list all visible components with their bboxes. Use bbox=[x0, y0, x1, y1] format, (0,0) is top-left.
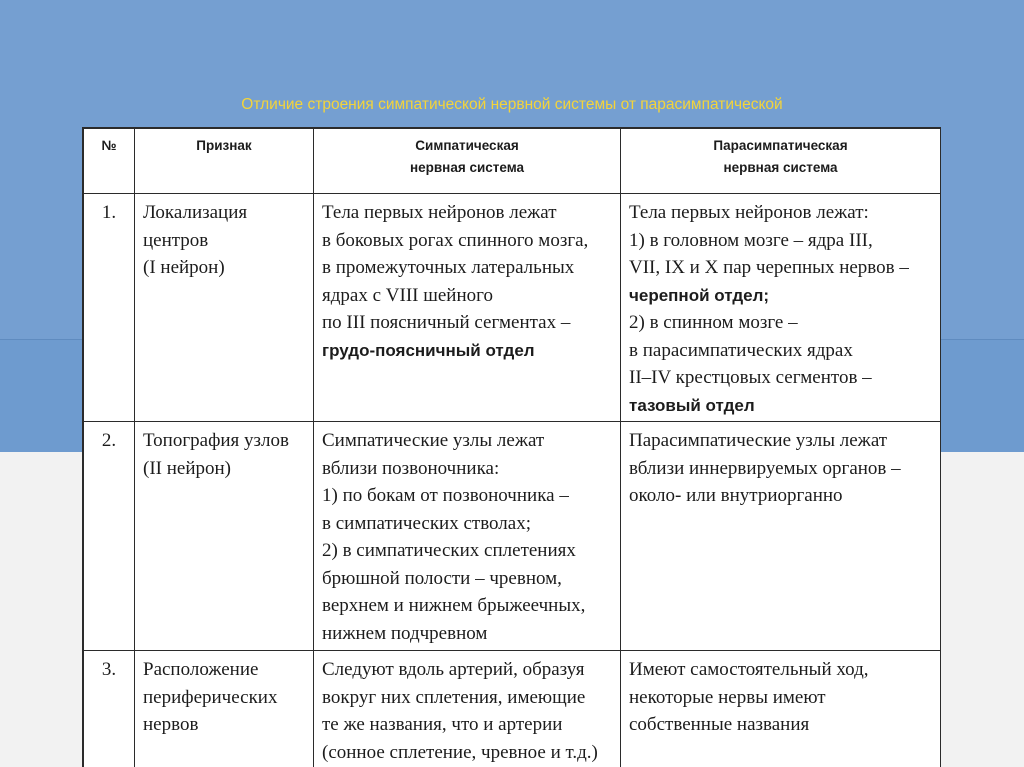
row-feature: Расположение периферических нервов bbox=[135, 651, 314, 767]
row-sympathetic: Следуют вдоль артерий, образуя вокруг них сплетения, имеющие те же названия, что и артерии (сонное сплетение, чревное и т.д.) bbox=[314, 651, 621, 767]
header-feature: Признак bbox=[135, 129, 314, 194]
row-number: 2. bbox=[84, 422, 135, 651]
comparison-table bbox=[83, 128, 940, 767]
header-parasympathetic: Парасимпатическая нервная система bbox=[621, 129, 941, 194]
table-row bbox=[84, 422, 941, 651]
row-feature: Топография узлов (II нейрон) bbox=[135, 422, 314, 651]
table-row bbox=[84, 651, 941, 767]
row-sympathetic: Симпатические узлы лежат вблизи позвоночника: 1) по бокам от позвоночника – в симпатических стволах; 2) в симпатических сплетениях брюшной полости – чревном, верхнем и нижнем брыжеечных, нижнем подчревном bbox=[314, 422, 621, 651]
table-header-row bbox=[84, 129, 941, 194]
row-sympathetic: Тела первых нейронов лежат в боковых рогах спинного мозга, в промежуточных латеральных ядрах с VIII шейного по III поясничный сегментах – грудо-поясничный отдел bbox=[314, 194, 621, 422]
header-sympathetic: Симпатическая нервная система bbox=[314, 129, 621, 194]
row-parasympathetic: Тела первых нейронов лежат: 1) в головном мозге – ядра III, VII, IX и X пар черепных нервов – черепной отдел; 2) в спинном мозге – в парасимпатических ядрах II–IV крестцовых сегментов – тазовый отдел bbox=[621, 194, 941, 422]
row-parasympathetic: Имеют самостоятельный ход, некоторые нервы имеют собственные названия bbox=[621, 651, 941, 767]
row-number: 3. bbox=[84, 651, 135, 767]
header-number: № bbox=[84, 129, 135, 194]
table-row bbox=[84, 194, 941, 422]
row-number: 1. bbox=[84, 194, 135, 422]
row-parasympathetic: Парасимпатические узлы лежат вблизи иннервируемых органов – около- или внутриорганно bbox=[621, 422, 941, 651]
row-feature: Локализация центров (I нейрон) bbox=[135, 194, 314, 422]
slide-title: Отличие строения симпатической нервной системы от парасимпатической bbox=[241, 96, 783, 113]
comparison-table-image bbox=[83, 128, 940, 767]
